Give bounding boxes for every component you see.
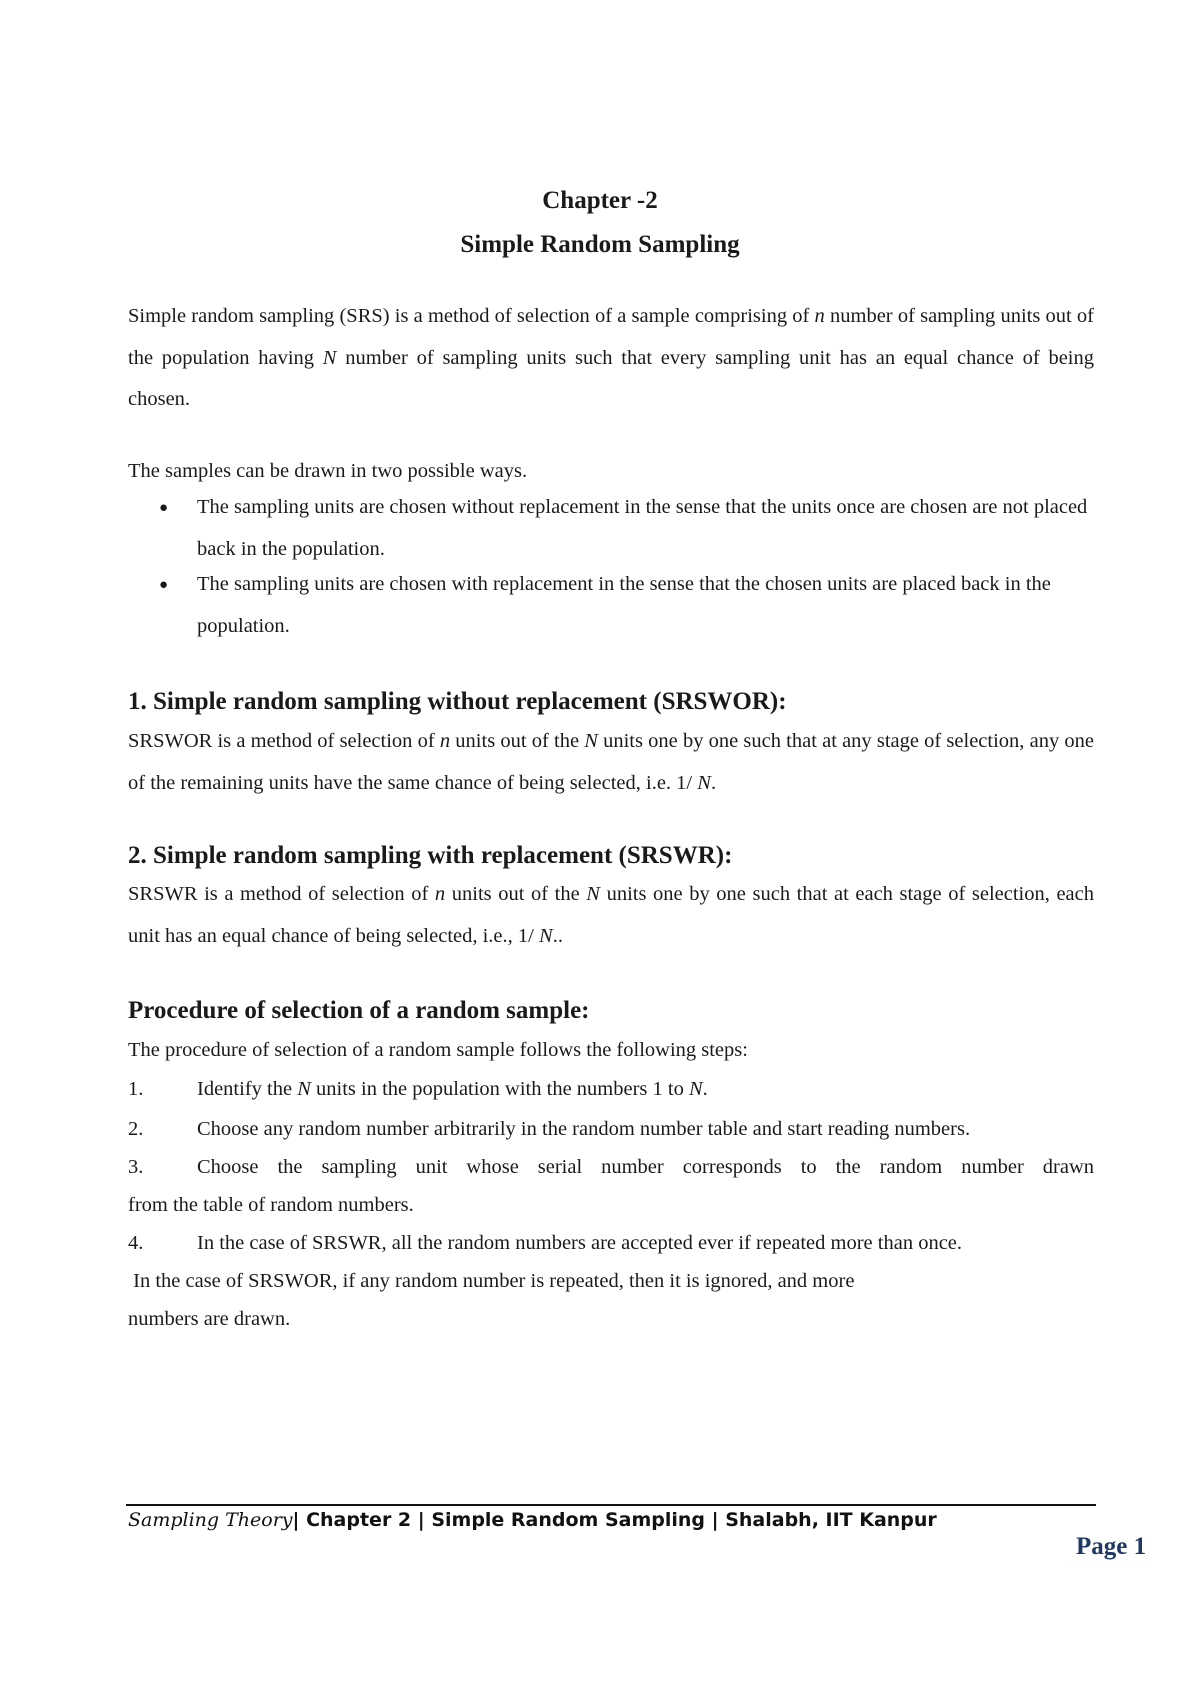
step-number: 4. (128, 1232, 144, 1254)
step-number: 3. (128, 1156, 144, 1178)
section-heading-srswor: 1. Simple random sampling without replacement (SRSWOR): (128, 688, 787, 715)
step-number: 2. (128, 1118, 144, 1140)
step-text: Identify the N units in the population with the numbers 1 to N. (197, 1078, 708, 1100)
extra-note-line: In the case of SRSWOR, if any random number is repeated, then it is ignored, and more (128, 1270, 855, 1292)
procedure-intro: The procedure of selection of a random sample follows the following steps: (128, 1039, 748, 1061)
step-text: Choose the sampling unit whose serial number corresponds to the random number drawn (197, 1156, 1094, 1178)
bullet-icon: ● (159, 500, 169, 516)
srswor-paragraph: SRSWOR is a method of selection of n units out of the N units one by one such that at any stage of selection, any one of the remaining units have the same chance of being selected, i.e. 1/ N. (128, 730, 1094, 794)
extra-note-line: numbers are drawn. (128, 1308, 291, 1330)
page-footer: Sampling Theory| Chapter 2 | Simple Random Sampling | Shalabh, IIT Kanpur (128, 1509, 937, 1531)
bullet-item: The sampling units are chosen without replacement in the sense that the units once are chosen are not placed back in the population. (197, 496, 1088, 560)
page-title: Simple Random Sampling (460, 231, 740, 258)
section-heading-procedure: Procedure of selection of a random sample: (128, 997, 590, 1024)
footer-rule (126, 1504, 1096, 1506)
step-text: Choose any random number arbitrarily in the random number table and start reading numbers. (197, 1118, 971, 1140)
page-number: Page 1 (1076, 1533, 1147, 1560)
section-heading-srswr: 2. Simple random sampling with replacement (SRSWR): (128, 842, 733, 869)
step-text-continued: from the table of random numbers. (128, 1194, 414, 1216)
step-text: In the case of SRSWR, all the random numbers are accepted ever if repeated more than once. (197, 1232, 963, 1254)
chapter-label: Chapter -2 (542, 187, 658, 214)
srswr-paragraph: SRSWR is a method of selection of n units out of the N units one by one such that at each stage of selection, each unit has an equal chance of being selected, i.e., 1/ N.. (128, 883, 1095, 947)
step-number: 1. (128, 1078, 144, 1100)
bullet-icon: ● (159, 577, 169, 593)
ways-intro: The samples can be drawn in two possible ways. (128, 460, 528, 482)
intro-paragraph: Simple random sampling (SRS) is a method of selection of a sample comprising of n number of sampling units out of the population having N number of sampling units such that every sampling unit has an equal chance of being chosen. (128, 305, 1094, 410)
bullet-item: The sampling units are chosen with replacement in the sense that the chosen units are placed back in the population. (197, 573, 1051, 637)
